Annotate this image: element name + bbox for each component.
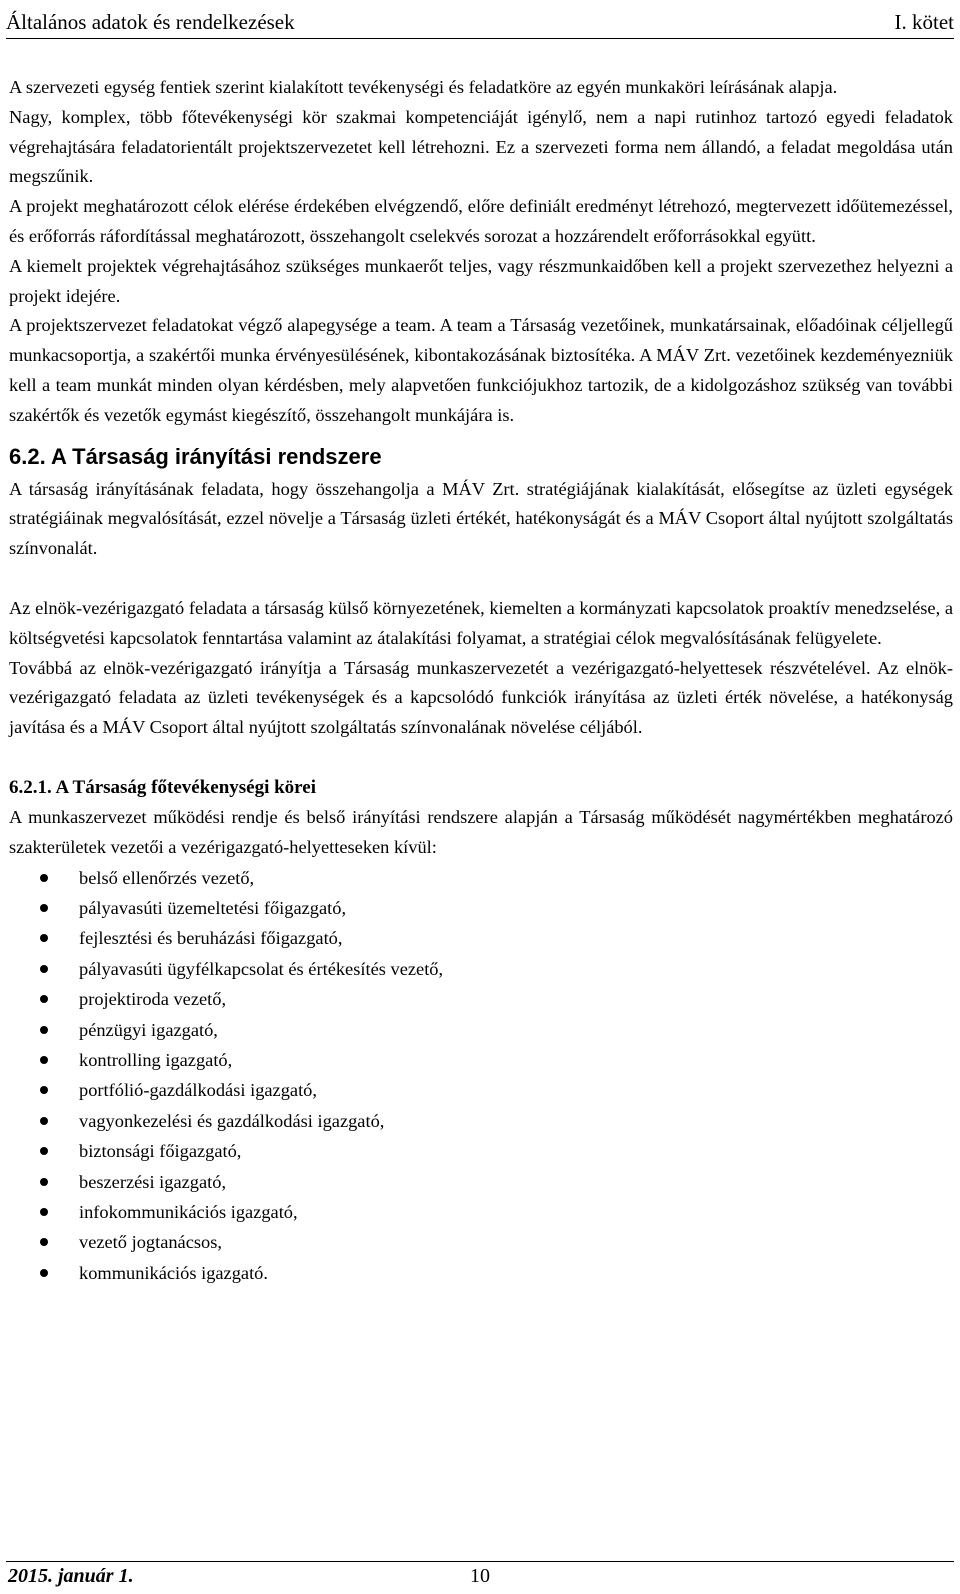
list-item: biztonsági főigazgató, (9, 1136, 953, 1166)
list-item: infokommunikációs igazgató, (9, 1197, 953, 1227)
bullet-icon (40, 995, 48, 1003)
subsection-heading: 6.2.1. A Társaság főtevékenységi körei (9, 776, 316, 798)
page-header (6, 6, 954, 39)
list-item: pályavasúti ügyfélkapcsolat és értékesítés vezető, (9, 954, 953, 984)
paragraph: A projektszervezet feladatokat végző alapegysége a team. A team a Társaság vezetőinek, munkatársainak, előadóinak céljellegű munkacsoportja, a szakértői munka érvényesülésének, kibontakozásának biztosítéka. A MÁV Zrt. vezetőinek kezdeményezniük kell a team munkát minden olyan kérdésben, mely alapvetően funkciójukhoz tartozik, de a kidolgozáshoz szükség van további szakértők és vezetők egymást kiegészítő, összehangolt munkájára is. (9, 315, 953, 425)
list-item: kommunikációs igazgató. (9, 1258, 953, 1288)
header-title: Általános adatok és rendelkezések (6, 10, 295, 34)
list-item: kontrolling igazgató, (9, 1045, 953, 1075)
bullet-icon (40, 904, 48, 912)
paragraph: Továbbá az elnök-vezérigazgató irányítja a Társaság munkaszervezetét a vezérigazgató-helyettesek részvételével. Az elnök-vezérigazgató feladata az üzleti tevékenységek és a kapcsolódó funkciók irányítása az üzleti érték növelése, a hatékonyság javítása és a MÁV Csoport által nyújtott szolgáltatás színvonalának növelése céljából. (9, 657, 953, 738)
footer-date: 2015. január 1. (8, 1565, 134, 1587)
document-body (9, 73, 953, 1288)
bullet-icon (40, 1208, 48, 1216)
list-item: vagyonkezelési és gazdálkodási igazgató, (9, 1106, 953, 1136)
bullet-icon (40, 1026, 48, 1034)
list-item: pénzügyi igazgató, (9, 1015, 953, 1045)
paragraph: A kiemelt projektek végrehajtásához szükséges munkaerőt teljes, vagy részmunkaidőben kell a projekt szervezethez helyezni a projekt idejére. (9, 255, 953, 306)
list-item: belső ellenőrzés vezető, (9, 863, 953, 893)
leaders-list (9, 863, 953, 1289)
paragraph: A szervezeti egység fentiek szerint kialakított tevékenységi és feladatköre az egyén munkaköri leírásának alapja. (9, 77, 838, 97)
list-item: fejlesztési és beruházási főigazgató, (9, 923, 953, 953)
list-item: vezető jogtanácsos, (9, 1227, 953, 1257)
bullet-icon (40, 874, 48, 882)
header-volume: I. kötet (894, 10, 954, 34)
paragraph: Nagy, komplex, több főtevékenységi kör szakmai kompetenciáját igénylő, nem a napi rutinhoz tartozó egyedi feladatok végrehajtására feladatorientált projektszervezetet kell létrehozni. Ez a szervezeti forma nem állandó, a feladat megoldása után megszűnik. (9, 106, 953, 187)
list-item: beszerzési igazgató, (9, 1167, 953, 1197)
paragraph: A társaság irányításának feladata, hogy összehangolja a MÁV Zrt. stratégiájának kialakítását, elősegítse az üzleti egységek stratégiáinak megvalósítását, ezzel növelje a Társaság üzleti értékét, hatékonyságát és a MÁV Csoport által nyújtott szolgáltatás színvonalát. (9, 478, 953, 559)
bullet-icon (40, 1147, 48, 1155)
spacer (9, 564, 953, 594)
paragraph: Az elnök-vezérigazgató feladata a társaság külső környezetének, kiemelten a kormányzati kapcsolatok proaktív menedzselése, a költségvetési kapcsolatok fenntartása valamint az átalakítási folyamat, a stratégiai célok megvalósításának felügyelete. (9, 597, 953, 648)
bullet-icon (40, 934, 48, 942)
list-item: projektiroda vezető, (9, 984, 953, 1014)
spacer (9, 743, 953, 773)
bullet-icon (40, 1269, 48, 1277)
bullet-icon (40, 1178, 48, 1186)
bullet-icon (40, 965, 48, 973)
page-footer (6, 1561, 954, 1594)
bullet-icon (40, 1056, 48, 1064)
bullet-icon (40, 1117, 48, 1125)
bullet-icon (40, 1238, 48, 1246)
page-number: 10 (470, 1565, 490, 1587)
bullet-icon (40, 1086, 48, 1094)
list-item: portfólió-gazdálkodási igazgató, (9, 1075, 953, 1105)
section-heading: 6.2. A Társaság irányítási rendszere (9, 443, 382, 469)
paragraph: A munkaszervezet működési rendje és belső irányítási rendszere alapján a Társaság működését nagymértékben meghatározó szakterületek vezetői a vezérigazgató-helyetteseken kívül: (9, 806, 953, 857)
paragraph: A projekt meghatározott célok elérése érdekében elvégzendő, előre definiált eredményt létrehozó, megtervezett időütemezéssel, és erőforrás ráfordítással meghatározott, összehangolt cselekvés sorozat a hozzárendelt erőforrásokkal együtt. (9, 196, 953, 246)
list-item: pályavasúti üzemeltetési főigazgató, (9, 893, 953, 923)
